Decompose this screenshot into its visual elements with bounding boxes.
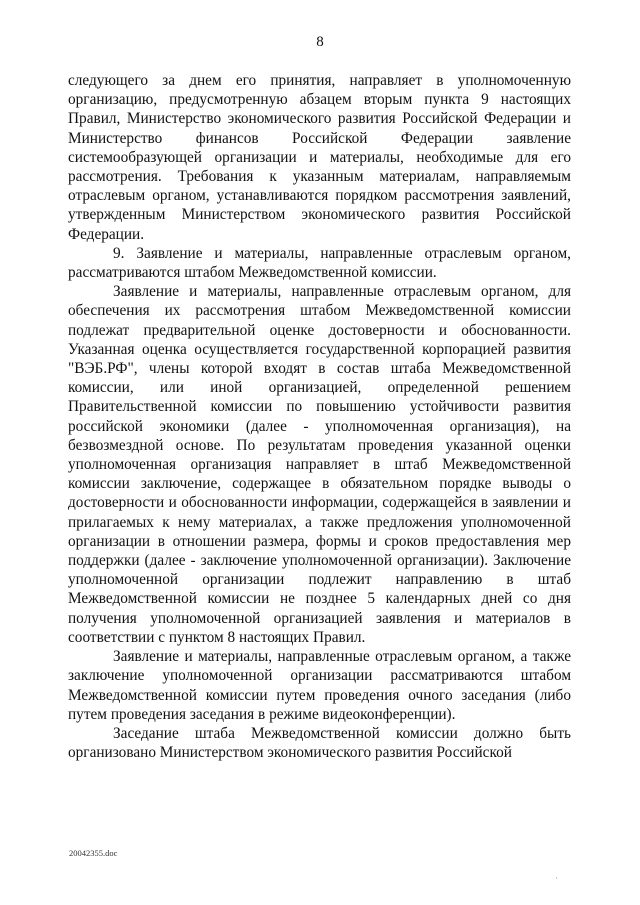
paragraph-continuation: следующего за днем его принятия, направляет в уполномоченную организацию, предусмотренную абзацем вторым пункта 9 настоящих Правил, Министерство экономического развития Российской Федерации и Министерство финансов Российской Федерации заявление системообразующей организации и материалы, необходимые для его рассмотрения. Требования к указанным материалам, направляемым отраслевым органом, устанавливаются порядком рассмотрения заявлений, утвержденным Министерством экономического развития Российской Федерации.	[68, 72, 571, 243]
corner-mark: ʹ	[556, 876, 558, 884]
page-number: 8	[316, 34, 324, 50]
paragraph-review: Заявление и материалы, направленные отраслевым органом, а также заключение уполномоченной организации рассматриваются штабом Межведомственной комиссии путем проведения очного заседания (либо путем проведения заседания в режиме видеоконференции).	[68, 648, 571, 723]
paragraph-meeting: Заседание штаба Межведомственной комиссии должно быть организовано Министерством экономического развития Российской	[68, 724, 571, 762]
footer-document-id: 20042355.doc	[69, 848, 118, 858]
paragraph-assessment: Заявление и материалы, направленные отраслевым органом, для обеспечения их рассмотрения штабом Межведомственной комиссии подлежат предварительной оценке достоверности и обоснованности. Указанная оценка осуществляется государственной корпорацией развития "ВЭБ.РФ", члены которой входят в состав штаба Межведомственной комиссии, или иной организацией, определенной решением Правительственной комиссии по повышению устойчивости развития российской экономики (далее - уполномоченная организация), на безвозмездной основе. По результатам проведения указанной оценки уполномоченная организация направляет в штаб Межведомственной комиссии заключение, содержащее в обязательном порядке выводы о достоверности и обоснованности информации, содержащейся в заявлении и прилагаемых к нему материалах, а также предложения уполномоченной организации в отношении размера, формы и сроков предоставления мер поддержки (далее - заключение уполномоченной организации). Заключение уполномоченной организации подлежит направлению в штаб Межведомственной комиссии не позднее 5 календарных дней со дня получения уполномоченной организацией заявления и материалов в соответствии с пунктом 8 настоящих Правил.	[68, 283, 571, 646]
paragraph-item-9: 9. Заявление и материалы, направленные отраслевым органом, рассматриваются штабом Межведомственной комиссии.	[68, 244, 571, 282]
body-text	[68, 71, 571, 762]
